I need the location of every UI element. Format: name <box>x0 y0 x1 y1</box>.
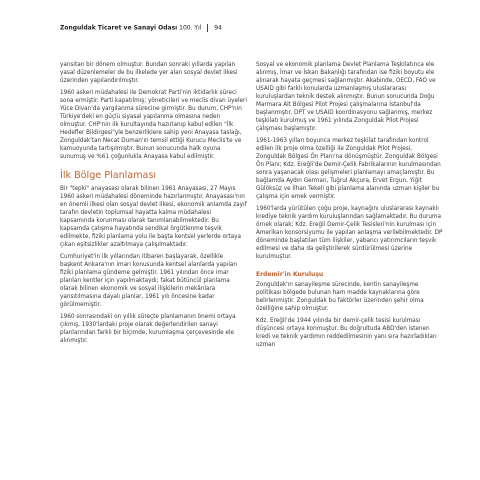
subsection-heading: Erdemir'in Kuruluşu <box>256 271 324 278</box>
paragraph: Cumhuriyet'in ilk yıllarından itibaren başlayarak, özellikle başkent Ankara'nın imarı konusunda kentsel alanlarda yapılan fiziki planlama gündeme gelmiştir. 1961 yılından önce imar planları kentler için yapılmaktaydı; fakat bütüncül planlama olarak bilinen ekonomik ve sosyal ilişkilerin mekânlara yansıtılmasına dayalı planlar, 1961 yılı öncesine kadar görülmemiştir. <box>60 254 237 308</box>
header-title: Zonguldak Ticaret ve Sanayi Odası <box>60 24 178 32</box>
page-number: 94 <box>214 24 222 32</box>
paragraph: 1960 sonrasındaki on yıllık süreçte planlamanın önemi ortaya çıkmış, 1930'lardaki proje olarak değerlendirilen sanayi planlarından farklı bir biçimde, kurumlaşma çerçevesinde ele alınmıştır. <box>60 314 236 344</box>
paragraph: yansıtan bir dönem olmuştur. Bundan sonraki yıllarda yapılan yasal düzenlemeler de bu ilkelede yer alan sosyal devlet ilkesi üzerinden yapılandırılmıştır. <box>60 62 238 84</box>
paragraph: Kdz. Ereğli'de 1944 yılında bir demir-çelik tesisi kurulması düşüncesi ortaya konmuştur. Bu doğrultuda ABD'den istenen kredi ve teknik yardımın reddedilmesinin yanı sıra hazırladıkları uzman <box>256 318 437 348</box>
header-years: 100. Yıl <box>179 24 202 32</box>
header-divider <box>207 24 208 32</box>
right-column <box>256 61 443 353</box>
paragraph: 1961-1963 yılları boyunca merkez teşkilat tarafından kontrol edilen ilk proje olma özelliği ile Zonguldak Pilot Projesi, Zonguldak Bölgesi Ön Planı'na dönüşmüştür. Zonguldak Bölgesi Ön Planı; Kdz. Ereğli'de Demir-Çelik Fabrikalarının kurulmasından sonra yaşanacak olası gelişmeleri planlamayı amaçlamıştır. Bu bağlamda Aydın German, Tuğrul Akçura, Ervet Ergun, Yiğit Gülöksüz ve İlhan Tekeli gibi planlama alanında uzman kişiler bu çalışma için emek vermiştir. <box>256 138 441 200</box>
left-column <box>60 61 247 349</box>
section-heading: İlk Bölge Planlaması <box>60 170 157 181</box>
page-header <box>60 24 222 32</box>
paragraph: 1960'larda yürütülen çoğu proje, kaynağını uluslararası kaynaklı krediye teknik yardım kuruluşlarından sağlamaktadır. Bu duruma örnek olarak; Kdz. Ereğli Demir-Çelik Tesisleri'nin kurulması için Amerikan konsorsiyumu ile yapılan anlaşma verilebilmektedir. DP döneminde başlatılan tüm ilişkiler, yabancı yatırımcıların teşvik edilmesi ve daha da geliştirilerek sürdürülmesi üzerine kurulmuştur. <box>256 206 443 260</box>
paragraph: 1960 askeri müdahalesi ile Demokrat Parti'nin iktidarlık süreci sona ermiştir. Parti kapatılmış; yöneticileri ve meclis divan üyeleri Yüce Divan'da yargılanma sürecine girmiştir. Bu durum, CHP'nin Türkiye'deki en güçlü siyasal yapılanma olmasına neden olmuştur. CHP'nin ilk kurultayında hazırlanıp kabul edilen "İlk Hedefler Bildirgesi"yle benzerliklere sahip yeni Anayasa taslağı, Zonguldak'tan Necat Duman'ın temsil ettiği Kurucu Meclis'te ve kamuoyunda tartışılmıştır. Bunun sonucunda halk oyuna sunumuş ve %61 çoğunlukla Anayasa kabul edilmiştir. <box>60 90 247 160</box>
paragraph: Sosyal ve ekonomik planlama Devlet Planlama Teşkilatınca ele alınmış, İmar ve İskan Bakanlığı tarafından ise fiziki boyutu ele alınarak hayata geçmesi sağlanmıştır. Akabinde, OECD, FAO ve USAID gibi farklı konularda uzmanlaşmış uluslararası kuruluşlardan teknik destek alınmıştır. Bunun sonucunda Doğu Marmara Alt Bölgesi Pilot Projesi çalışmalarına İstanbul'da başlanmıştır. DPT ve USAID koordinasyonu sağlanmış, merkez teşkilatı kurulmuş ve 1961 yılında Zonguldak Pilot Projesi çalışması başlamıştır. <box>256 62 436 132</box>
paragraph: Zonguldak'ın sanayileşme sürecinde, kentin sanayileşme politikası bölgede bulunan ham madde kaynaklarına göre belirlenmiştir. Zonguldak bu faktörler üzerinden şehir olma özelliğine sahip olmuştur. <box>256 282 424 312</box>
paragraph: Bir "tepki" anayasası olarak bilinen 1961 Anayasası, 27 Mayıs 1960 askeri müdahalesi döneminde hazırlanmıştır. Anayasası'nın en önemli ilkesi olan sosyal devlet ilkesi, ekonomik anlamda zayıf tarafın devletin toplumsal hayatta kalma müdahalesi kapsamında korunması olarak tanımlanabilmektedir. Bu kapsamda çalışma hayatında sendikal örgütlenme teşvik edilmekte, fiziki planlama yolu ile başta kentsel yerlerde ortaya çıkan eşitsizlikler azaltılmaya çalışılmaktadır. <box>60 186 247 248</box>
